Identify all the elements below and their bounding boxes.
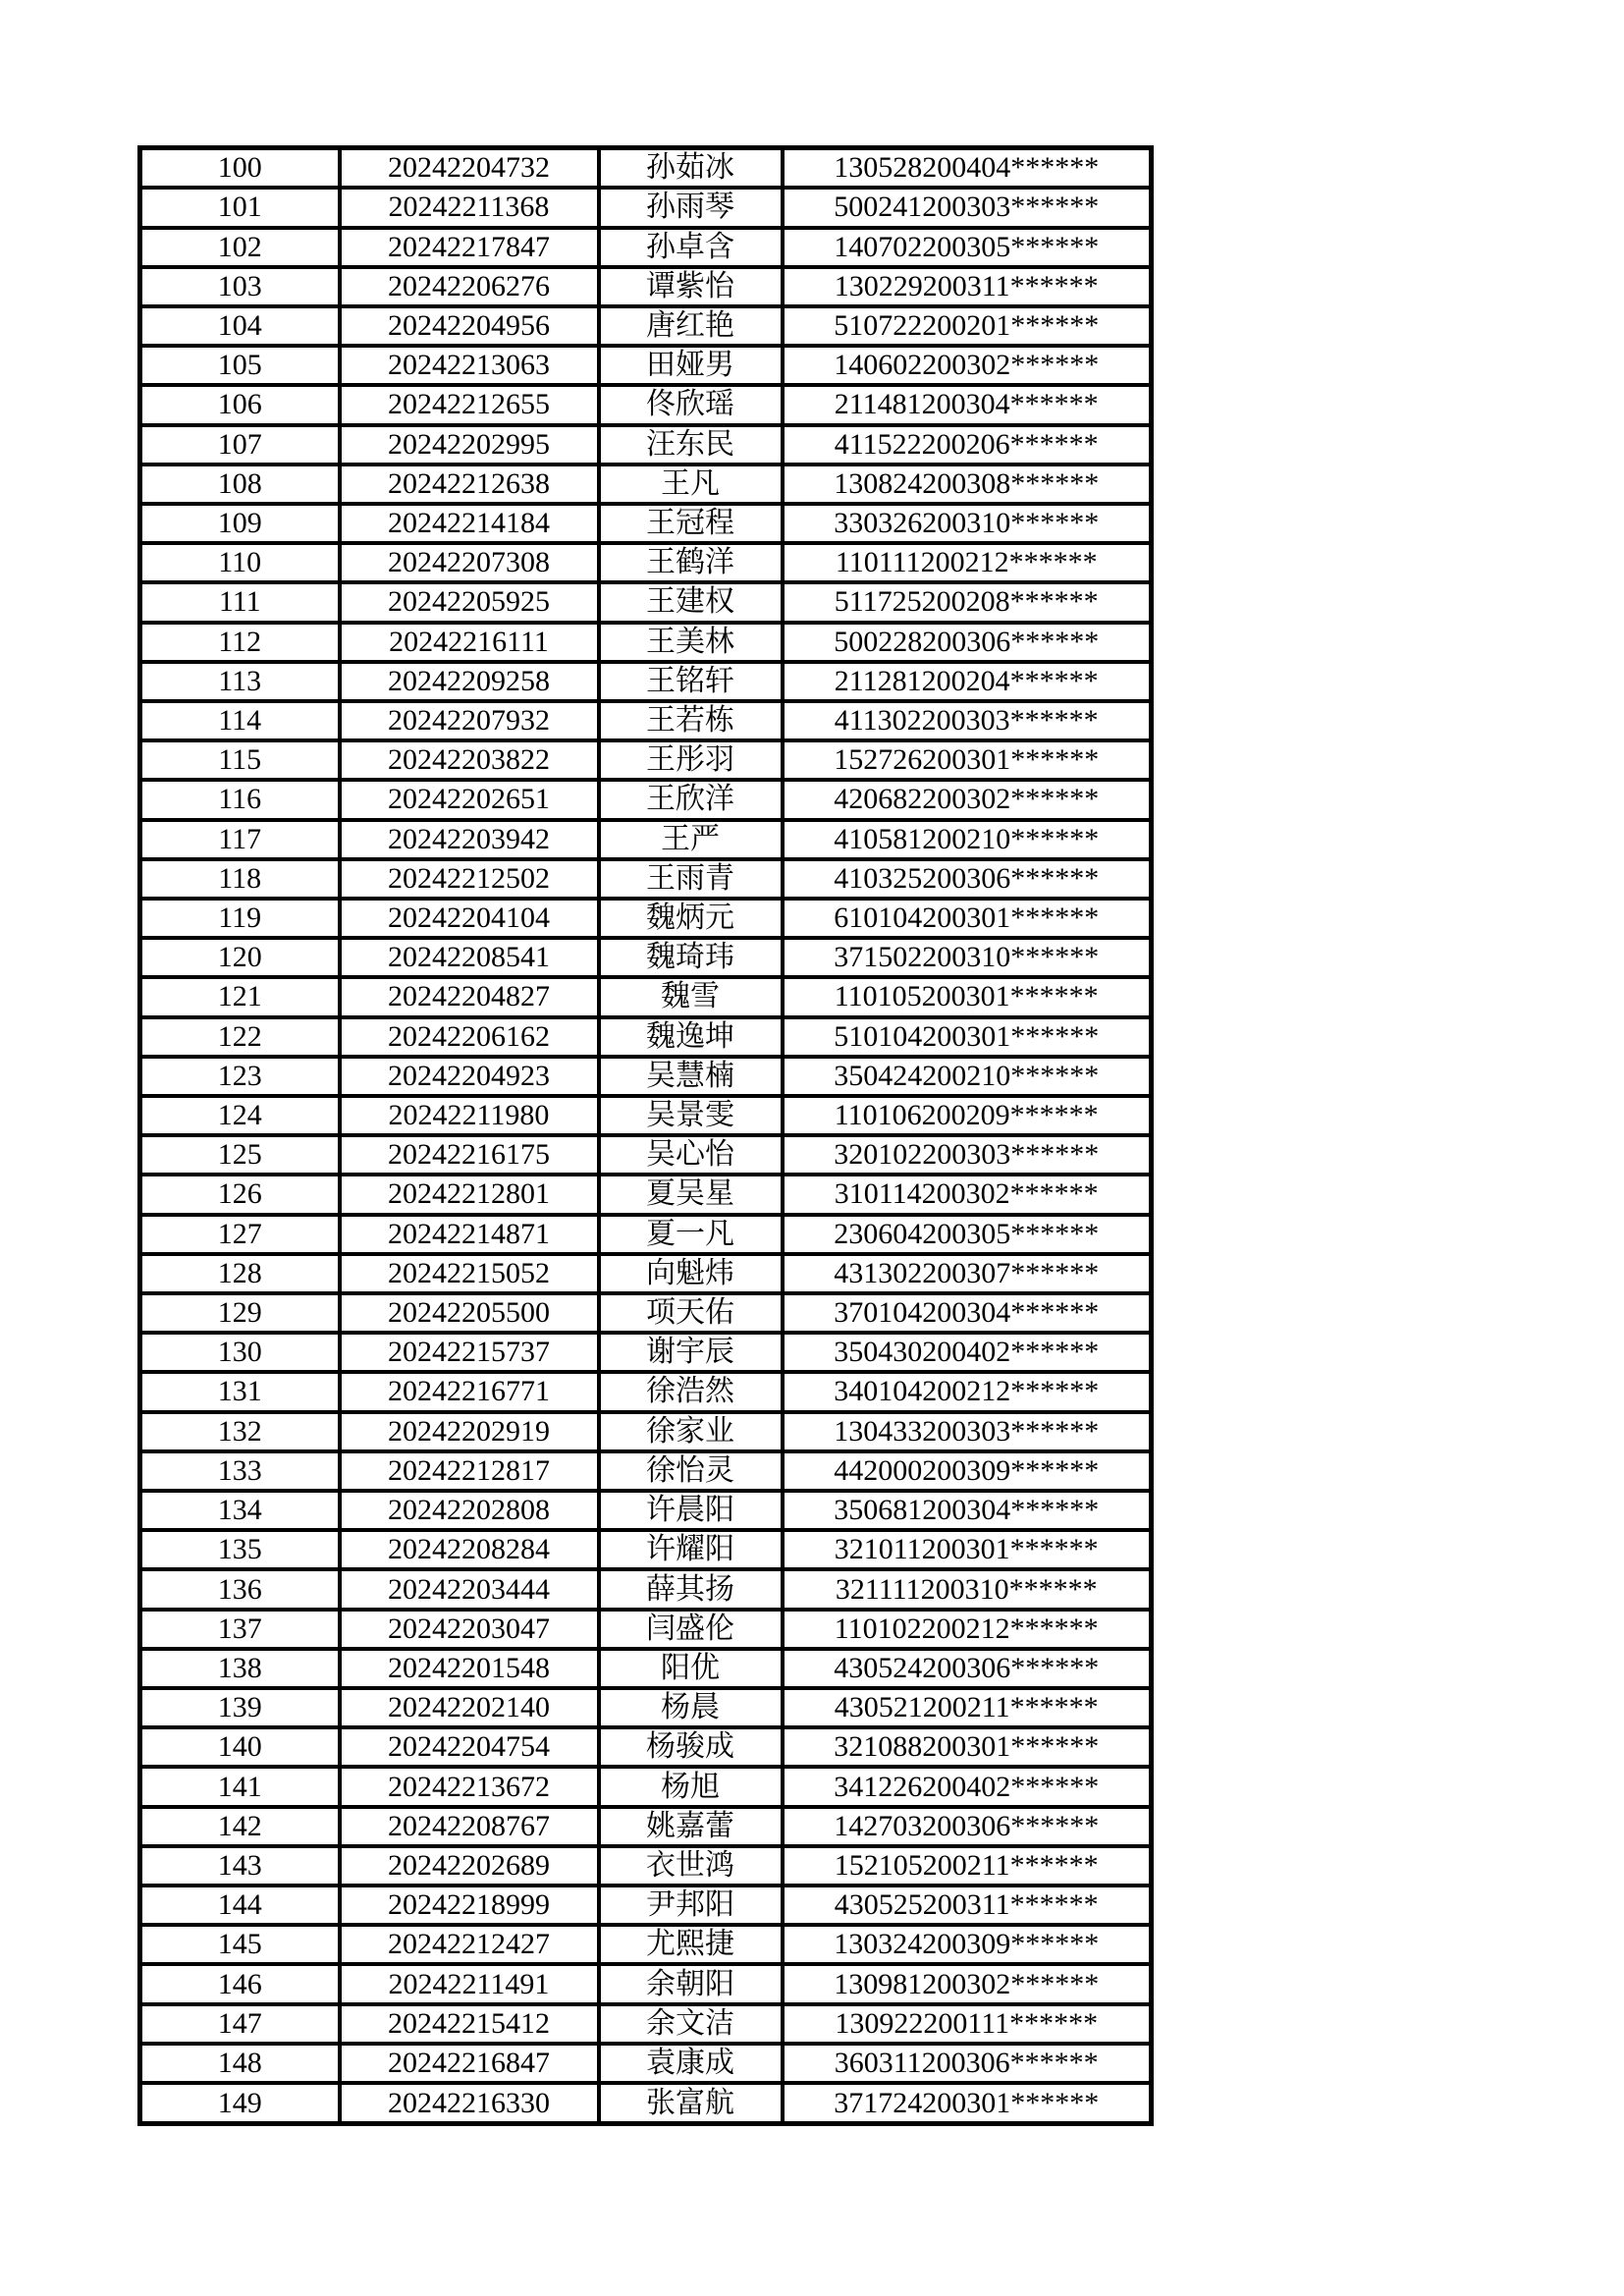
registration-number-cell: 20242202651 xyxy=(340,780,599,819)
registration-number-cell: 20242212655 xyxy=(340,385,599,424)
id-number-cell: 211281200204****** xyxy=(783,662,1152,701)
registration-number-cell: 20242212801 xyxy=(340,1175,599,1214)
registration-number-cell: 20242205500 xyxy=(340,1293,599,1333)
row-number-cell: 112 xyxy=(140,623,340,662)
registration-number-cell: 20242214871 xyxy=(340,1215,599,1254)
id-number-cell: 370104200304****** xyxy=(783,1293,1152,1333)
row-number-cell: 142 xyxy=(140,1807,340,1846)
table-row xyxy=(140,2044,1152,2083)
registration-number-cell: 20242206276 xyxy=(340,267,599,306)
table-row xyxy=(140,977,1152,1016)
table-row xyxy=(140,1451,1152,1491)
table-row xyxy=(140,1649,1152,1688)
registration-number-cell: 20242215052 xyxy=(340,1254,599,1293)
table-row xyxy=(140,306,1152,346)
registration-number-cell: 20242216771 xyxy=(340,1372,599,1411)
registration-number-cell: 20242211980 xyxy=(340,1096,599,1135)
id-number-cell: 430524200306****** xyxy=(783,1649,1152,1688)
name-cell: 谢宇辰 xyxy=(599,1333,783,1372)
table-row xyxy=(140,1215,1152,1254)
id-number-cell: 371502200310****** xyxy=(783,938,1152,977)
row-number-cell: 104 xyxy=(140,306,340,346)
name-cell: 杨骏成 xyxy=(599,1727,783,1767)
row-number-cell: 127 xyxy=(140,1215,340,1254)
table-row xyxy=(140,740,1152,780)
name-cell: 闫盛伦 xyxy=(599,1610,783,1649)
name-cell: 唐红艳 xyxy=(599,306,783,346)
table-row xyxy=(140,582,1152,622)
row-number-cell: 135 xyxy=(140,1530,340,1569)
name-cell: 田娅男 xyxy=(599,346,783,385)
name-cell: 王鹤洋 xyxy=(599,543,783,582)
row-number-cell: 138 xyxy=(140,1649,340,1688)
id-number-cell: 360311200306****** xyxy=(783,2044,1152,2083)
id-number-cell: 321088200301****** xyxy=(783,1727,1152,1767)
id-number-cell: 320102200303****** xyxy=(783,1135,1152,1175)
row-number-cell: 107 xyxy=(140,425,340,465)
table-row xyxy=(140,346,1152,385)
table-row xyxy=(140,2083,1152,2123)
name-cell: 杨晨 xyxy=(599,1688,783,1727)
table-row xyxy=(140,1688,1152,1727)
name-cell: 佟欣瑶 xyxy=(599,385,783,424)
table-row xyxy=(140,1333,1152,1372)
row-number-cell: 122 xyxy=(140,1017,340,1057)
table-row xyxy=(140,1135,1152,1175)
table-row xyxy=(140,1057,1152,1096)
row-number-cell: 132 xyxy=(140,1412,340,1451)
row-number-cell: 134 xyxy=(140,1491,340,1530)
row-number-cell: 143 xyxy=(140,1846,340,1886)
name-cell: 尤熙捷 xyxy=(599,1925,783,1964)
row-number-cell: 147 xyxy=(140,2004,340,2044)
table-row xyxy=(140,1925,1152,1964)
registration-number-cell: 20242204923 xyxy=(340,1057,599,1096)
registration-number-cell: 20242213063 xyxy=(340,346,599,385)
id-number-cell: 442000200309****** xyxy=(783,1451,1152,1491)
row-number-cell: 121 xyxy=(140,977,340,1016)
name-cell: 王冠程 xyxy=(599,504,783,543)
registration-number-cell: 20242216175 xyxy=(340,1135,599,1175)
row-number-cell: 106 xyxy=(140,385,340,424)
row-number-cell: 105 xyxy=(140,346,340,385)
id-number-cell: 130981200302****** xyxy=(783,1964,1152,2003)
name-cell: 孙茹冰 xyxy=(599,148,783,189)
row-number-cell: 148 xyxy=(140,2044,340,2083)
table-row xyxy=(140,188,1152,227)
name-cell: 尹邦阳 xyxy=(599,1886,783,1925)
name-cell: 魏炳元 xyxy=(599,899,783,938)
registration-number-cell: 20242212817 xyxy=(340,1451,599,1491)
table-row xyxy=(140,899,1152,938)
table-row xyxy=(140,267,1152,306)
name-cell: 吴景雯 xyxy=(599,1096,783,1135)
name-cell: 吴心怡 xyxy=(599,1135,783,1175)
registration-number-cell: 20242215412 xyxy=(340,2004,599,2044)
row-number-cell: 110 xyxy=(140,543,340,582)
row-number-cell: 128 xyxy=(140,1254,340,1293)
row-number-cell: 149 xyxy=(140,2083,340,2123)
table-row xyxy=(140,938,1152,977)
registration-number-cell: 20242208541 xyxy=(340,938,599,977)
table-row xyxy=(140,662,1152,701)
name-cell: 袁康成 xyxy=(599,2044,783,2083)
id-number-cell: 430521200211****** xyxy=(783,1688,1152,1727)
row-number-cell: 102 xyxy=(140,228,340,267)
id-number-cell: 110106200209****** xyxy=(783,1096,1152,1135)
table-row xyxy=(140,465,1152,504)
row-number-cell: 111 xyxy=(140,582,340,622)
name-cell: 王彤羽 xyxy=(599,740,783,780)
row-number-cell: 146 xyxy=(140,1964,340,2003)
registration-number-cell: 20242204732 xyxy=(340,148,599,189)
row-number-cell: 140 xyxy=(140,1727,340,1767)
table-row xyxy=(140,1491,1152,1530)
registration-number-cell: 20242204827 xyxy=(340,977,599,1016)
table-row xyxy=(140,543,1152,582)
id-number-cell: 130824200308****** xyxy=(783,465,1152,504)
registration-number-cell: 20242204104 xyxy=(340,899,599,938)
registration-number-cell: 20242203822 xyxy=(340,740,599,780)
row-number-cell: 117 xyxy=(140,820,340,859)
name-cell: 王严 xyxy=(599,820,783,859)
id-number-cell: 500228200306****** xyxy=(783,623,1152,662)
table-row xyxy=(140,1372,1152,1411)
id-number-cell: 500241200303****** xyxy=(783,188,1152,227)
registration-number-cell: 20242206162 xyxy=(340,1017,599,1057)
name-cell: 魏琦玮 xyxy=(599,938,783,977)
row-number-cell: 139 xyxy=(140,1688,340,1727)
name-cell: 王建权 xyxy=(599,582,783,622)
name-cell: 王凡 xyxy=(599,465,783,504)
id-number-cell: 130528200404****** xyxy=(783,148,1152,189)
registration-number-cell: 20242203444 xyxy=(340,1569,599,1609)
name-cell: 余文洁 xyxy=(599,2004,783,2044)
id-number-cell: 350681200304****** xyxy=(783,1491,1152,1530)
id-number-cell: 211481200304****** xyxy=(783,385,1152,424)
name-cell: 夏吴星 xyxy=(599,1175,783,1214)
id-number-cell: 510104200301****** xyxy=(783,1017,1152,1057)
id-number-cell: 371724200301****** xyxy=(783,2083,1152,2123)
row-number-cell: 137 xyxy=(140,1610,340,1649)
registration-number-cell: 20242214184 xyxy=(340,504,599,543)
name-cell: 吴慧楠 xyxy=(599,1057,783,1096)
id-number-cell: 152726200301****** xyxy=(783,740,1152,780)
registration-number-cell: 20242203942 xyxy=(340,820,599,859)
row-number-cell: 115 xyxy=(140,740,340,780)
row-number-cell: 118 xyxy=(140,859,340,899)
id-number-cell: 110102200212****** xyxy=(783,1610,1152,1649)
table-row xyxy=(140,2004,1152,2044)
row-number-cell: 109 xyxy=(140,504,340,543)
row-number-cell: 136 xyxy=(140,1569,340,1609)
row-number-cell: 113 xyxy=(140,662,340,701)
row-number-cell: 141 xyxy=(140,1767,340,1806)
row-number-cell: 116 xyxy=(140,780,340,819)
id-number-cell: 130324200309****** xyxy=(783,1925,1152,1964)
table-row xyxy=(140,780,1152,819)
name-cell: 王铭轩 xyxy=(599,662,783,701)
id-number-cell: 130922200111****** xyxy=(783,2004,1152,2044)
row-number-cell: 125 xyxy=(140,1135,340,1175)
table-row xyxy=(140,859,1152,899)
table-row xyxy=(140,1807,1152,1846)
id-number-cell: 140702200305****** xyxy=(783,228,1152,267)
registration-number-cell: 20242202995 xyxy=(340,425,599,465)
registration-number-cell: 20242208767 xyxy=(340,1807,599,1846)
registration-number-cell: 20242202689 xyxy=(340,1846,599,1886)
id-number-cell: 411522200206****** xyxy=(783,425,1152,465)
name-cell: 阳优 xyxy=(599,1649,783,1688)
row-number-cell: 100 xyxy=(140,148,340,189)
table-row xyxy=(140,228,1152,267)
registration-number-cell: 20242213672 xyxy=(340,1767,599,1806)
row-number-cell: 114 xyxy=(140,701,340,740)
id-number-cell: 350430200402****** xyxy=(783,1333,1152,1372)
registration-number-cell: 20242216111 xyxy=(340,623,599,662)
registration-number-cell: 20242201548 xyxy=(340,1649,599,1688)
name-cell: 向魁炜 xyxy=(599,1254,783,1293)
id-number-cell: 430525200311****** xyxy=(783,1886,1152,1925)
registration-number-cell: 20242202140 xyxy=(340,1688,599,1727)
name-cell: 孙雨琴 xyxy=(599,188,783,227)
table-row xyxy=(140,820,1152,859)
name-cell: 余朝阳 xyxy=(599,1964,783,2003)
registration-number-cell: 20242216330 xyxy=(340,2083,599,2123)
name-cell: 张富航 xyxy=(599,2083,783,2123)
name-cell: 徐家业 xyxy=(599,1412,783,1451)
table-row xyxy=(140,701,1152,740)
id-number-cell: 152105200211****** xyxy=(783,1846,1152,1886)
table-row xyxy=(140,1610,1152,1649)
id-number-cell: 410581200210****** xyxy=(783,820,1152,859)
id-number-cell: 230604200305****** xyxy=(783,1215,1152,1254)
id-number-cell: 410325200306****** xyxy=(783,859,1152,899)
table-row xyxy=(140,1293,1152,1333)
id-number-cell: 420682200302****** xyxy=(783,780,1152,819)
id-number-cell: 610104200301****** xyxy=(783,899,1152,938)
id-number-cell: 350424200210****** xyxy=(783,1057,1152,1096)
name-cell: 杨旭 xyxy=(599,1767,783,1806)
name-cell: 汪东民 xyxy=(599,425,783,465)
table-row xyxy=(140,425,1152,465)
table-row xyxy=(140,1412,1152,1451)
name-cell: 薛其扬 xyxy=(599,1569,783,1609)
registration-number-cell: 20242212638 xyxy=(340,465,599,504)
table-row xyxy=(140,1569,1152,1609)
registration-number-cell: 20242212427 xyxy=(340,1925,599,1964)
row-number-cell: 123 xyxy=(140,1057,340,1096)
registration-number-cell: 20242209258 xyxy=(340,662,599,701)
table-row xyxy=(140,385,1152,424)
name-cell: 孙卓含 xyxy=(599,228,783,267)
registration-number-cell: 20242216847 xyxy=(340,2044,599,2083)
name-cell: 魏逸坤 xyxy=(599,1017,783,1057)
table-row xyxy=(140,1767,1152,1806)
id-number-cell: 142703200306****** xyxy=(783,1807,1152,1846)
name-cell: 许耀阳 xyxy=(599,1530,783,1569)
student-roster-table xyxy=(137,145,1154,2126)
registration-number-cell: 20242212502 xyxy=(340,859,599,899)
table-row xyxy=(140,1964,1152,2003)
registration-number-cell: 20242215737 xyxy=(340,1333,599,1372)
table-row xyxy=(140,504,1152,543)
row-number-cell: 119 xyxy=(140,899,340,938)
name-cell: 姚嘉蕾 xyxy=(599,1807,783,1846)
row-number-cell: 130 xyxy=(140,1333,340,1372)
name-cell: 魏雪 xyxy=(599,977,783,1016)
table-row xyxy=(140,1096,1152,1135)
registration-number-cell: 20242207308 xyxy=(340,543,599,582)
id-number-cell: 511725200208****** xyxy=(783,582,1152,622)
row-number-cell: 101 xyxy=(140,188,340,227)
name-cell: 项天佑 xyxy=(599,1293,783,1333)
row-number-cell: 126 xyxy=(140,1175,340,1214)
name-cell: 谭紫怡 xyxy=(599,267,783,306)
registration-number-cell: 20242217847 xyxy=(340,228,599,267)
registration-number-cell: 20242211491 xyxy=(340,1964,599,2003)
id-number-cell: 310114200302****** xyxy=(783,1175,1152,1214)
name-cell: 衣世鸿 xyxy=(599,1846,783,1886)
id-number-cell: 130433200303****** xyxy=(783,1412,1152,1451)
id-number-cell: 110111200212****** xyxy=(783,543,1152,582)
registration-number-cell: 20242211368 xyxy=(340,188,599,227)
name-cell: 许晨阳 xyxy=(599,1491,783,1530)
name-cell: 王若栋 xyxy=(599,701,783,740)
name-cell: 徐浩然 xyxy=(599,1372,783,1411)
row-number-cell: 124 xyxy=(140,1096,340,1135)
id-number-cell: 341226200402****** xyxy=(783,1767,1152,1806)
name-cell: 夏一凡 xyxy=(599,1215,783,1254)
table-row xyxy=(140,1017,1152,1057)
row-number-cell: 131 xyxy=(140,1372,340,1411)
id-number-cell: 321111200310****** xyxy=(783,1569,1152,1609)
row-number-cell: 144 xyxy=(140,1886,340,1925)
table-row xyxy=(140,1175,1152,1214)
id-number-cell: 321011200301****** xyxy=(783,1530,1152,1569)
registration-number-cell: 20242203047 xyxy=(340,1610,599,1649)
row-number-cell: 133 xyxy=(140,1451,340,1491)
id-number-cell: 411302200303****** xyxy=(783,701,1152,740)
table-row xyxy=(140,1886,1152,1925)
registration-number-cell: 20242202808 xyxy=(340,1491,599,1530)
table-row xyxy=(140,148,1152,189)
id-number-cell: 431302200307****** xyxy=(783,1254,1152,1293)
registration-number-cell: 20242208284 xyxy=(340,1530,599,1569)
registration-number-cell: 20242204754 xyxy=(340,1727,599,1767)
table-row xyxy=(140,1530,1152,1569)
row-number-cell: 129 xyxy=(140,1293,340,1333)
id-number-cell: 510722200201****** xyxy=(783,306,1152,346)
id-number-cell: 130229200311****** xyxy=(783,267,1152,306)
registration-number-cell: 20242202919 xyxy=(340,1412,599,1451)
id-number-cell: 140602200302****** xyxy=(783,346,1152,385)
name-cell: 王美林 xyxy=(599,623,783,662)
row-number-cell: 108 xyxy=(140,465,340,504)
table-row xyxy=(140,1254,1152,1293)
student-roster-body xyxy=(140,148,1152,2124)
registration-number-cell: 20242218999 xyxy=(340,1886,599,1925)
table-row xyxy=(140,1846,1152,1886)
id-number-cell: 110105200301****** xyxy=(783,977,1152,1016)
registration-number-cell: 20242207932 xyxy=(340,701,599,740)
id-number-cell: 340104200212****** xyxy=(783,1372,1152,1411)
table-row xyxy=(140,1727,1152,1767)
row-number-cell: 145 xyxy=(140,1925,340,1964)
registration-number-cell: 20242204956 xyxy=(340,306,599,346)
name-cell: 徐怡灵 xyxy=(599,1451,783,1491)
name-cell: 王雨青 xyxy=(599,859,783,899)
name-cell: 王欣洋 xyxy=(599,780,783,819)
row-number-cell: 103 xyxy=(140,267,340,306)
row-number-cell: 120 xyxy=(140,938,340,977)
table-row xyxy=(140,623,1152,662)
registration-number-cell: 20242205925 xyxy=(340,582,599,622)
id-number-cell: 330326200310****** xyxy=(783,504,1152,543)
